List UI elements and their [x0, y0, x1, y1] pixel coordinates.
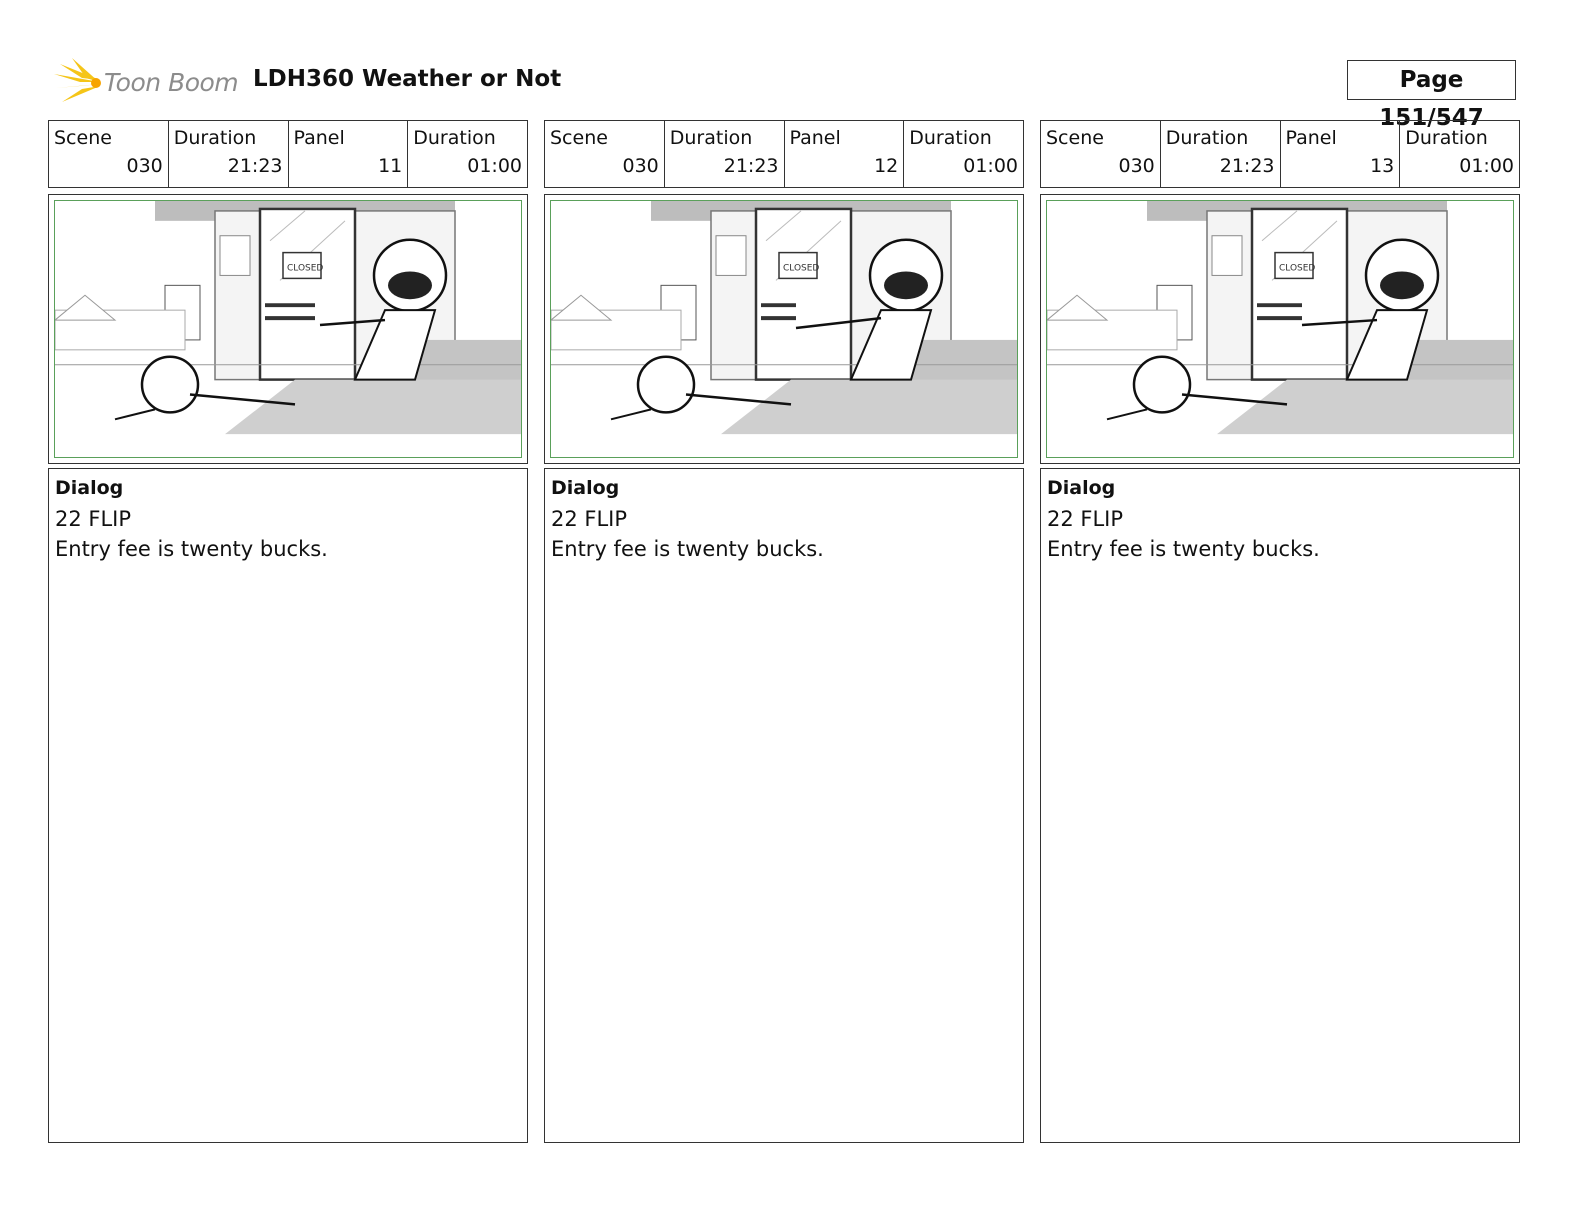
scene-duration-cell: [1161, 121, 1281, 187]
dialog-heading: Dialog: [1047, 477, 1116, 499]
duration-label: Duration: [669, 127, 753, 149]
panel-cell: [289, 121, 409, 187]
document-title: LDH360 Weather or Not: [253, 66, 562, 92]
closed-sign-text: CLOSED: [783, 263, 820, 274]
duration-label: Duration: [1165, 127, 1249, 149]
safe-area: [54, 200, 522, 458]
duration-label: Duration: [909, 127, 992, 149]
safe-area: [1046, 200, 1514, 458]
panel-duration-value: 01:00: [467, 155, 522, 177]
scene-duration-cell: [169, 121, 289, 187]
duration-label: Duration: [1405, 127, 1488, 149]
panel-cell: [785, 121, 905, 187]
scene-duration-value: 21:23: [723, 155, 779, 177]
panel-cell: [1281, 121, 1401, 187]
scene-label: Scene: [54, 127, 112, 149]
safe-area: [550, 200, 1018, 458]
dialog-heading: Dialog: [551, 477, 620, 499]
storyboard-sketch: [55, 201, 521, 457]
page-number: Page 151/547: [1347, 60, 1516, 100]
panel-value: 13: [1370, 155, 1395, 177]
panel-duration-value: 01:00: [963, 155, 1018, 177]
scene-value: 030: [622, 155, 659, 177]
storyboard-sketch: [1047, 201, 1513, 457]
dialog-box: [1040, 468, 1520, 1143]
scene-cell: [545, 121, 665, 187]
duration-label: Duration: [173, 127, 257, 149]
dialog-line-1: 22 FLIP: [1047, 507, 1124, 531]
dialog-line-2: Entry fee is twenty bucks.: [55, 537, 328, 561]
panel-duration-cell: [1400, 121, 1519, 187]
panel-info-table: [544, 120, 1024, 188]
scene-duration-value: 21:23: [227, 155, 283, 177]
storyboard-header: [52, 54, 1532, 131]
closed-sign-text: CLOSED: [287, 263, 324, 274]
scene-cell: [1041, 121, 1161, 187]
scene-label: Scene: [1046, 127, 1104, 149]
spark-logo-icon: [52, 58, 102, 106]
panel-image-frame: [544, 194, 1024, 464]
panel-duration-cell: [408, 121, 527, 187]
dialog-line-2: Entry fee is twenty bucks.: [1047, 537, 1320, 561]
panel-label: Panel: [1285, 127, 1337, 149]
scene-duration-cell: [665, 121, 785, 187]
panel-image-frame: [48, 194, 528, 464]
closed-sign-text: CLOSED: [1279, 263, 1316, 274]
panel-value: 12: [874, 155, 899, 177]
scene-cell: [49, 121, 169, 187]
scene-label: Scene: [550, 127, 608, 149]
dialog-line-1: 22 FLIP: [55, 507, 132, 531]
panel-value: 11: [378, 155, 403, 177]
dialog-line-1: 22 FLIP: [551, 507, 628, 531]
panel-label: Panel: [789, 127, 841, 149]
dialog-line-2: Entry fee is twenty bucks.: [551, 537, 824, 561]
storyboard-sketch: [551, 201, 1017, 457]
scene-duration-value: 21:23: [1219, 155, 1275, 177]
panel-duration-value: 01:00: [1459, 155, 1514, 177]
panel-duration-cell: [904, 121, 1023, 187]
panel-label: Panel: [293, 127, 345, 149]
panel-info-table: [48, 120, 528, 188]
toon-boom-logo: [52, 58, 242, 106]
brand-name: Toon Boom: [104, 68, 239, 97]
scene-value: 030: [126, 155, 163, 177]
duration-label: Duration: [413, 127, 496, 149]
dialog-box: [48, 468, 528, 1143]
scene-value: 030: [1118, 155, 1155, 177]
panel-image-frame: [1040, 194, 1520, 464]
dialog-box: [544, 468, 1024, 1143]
panel-info-table: [1040, 120, 1520, 188]
dialog-heading: Dialog: [55, 477, 124, 499]
